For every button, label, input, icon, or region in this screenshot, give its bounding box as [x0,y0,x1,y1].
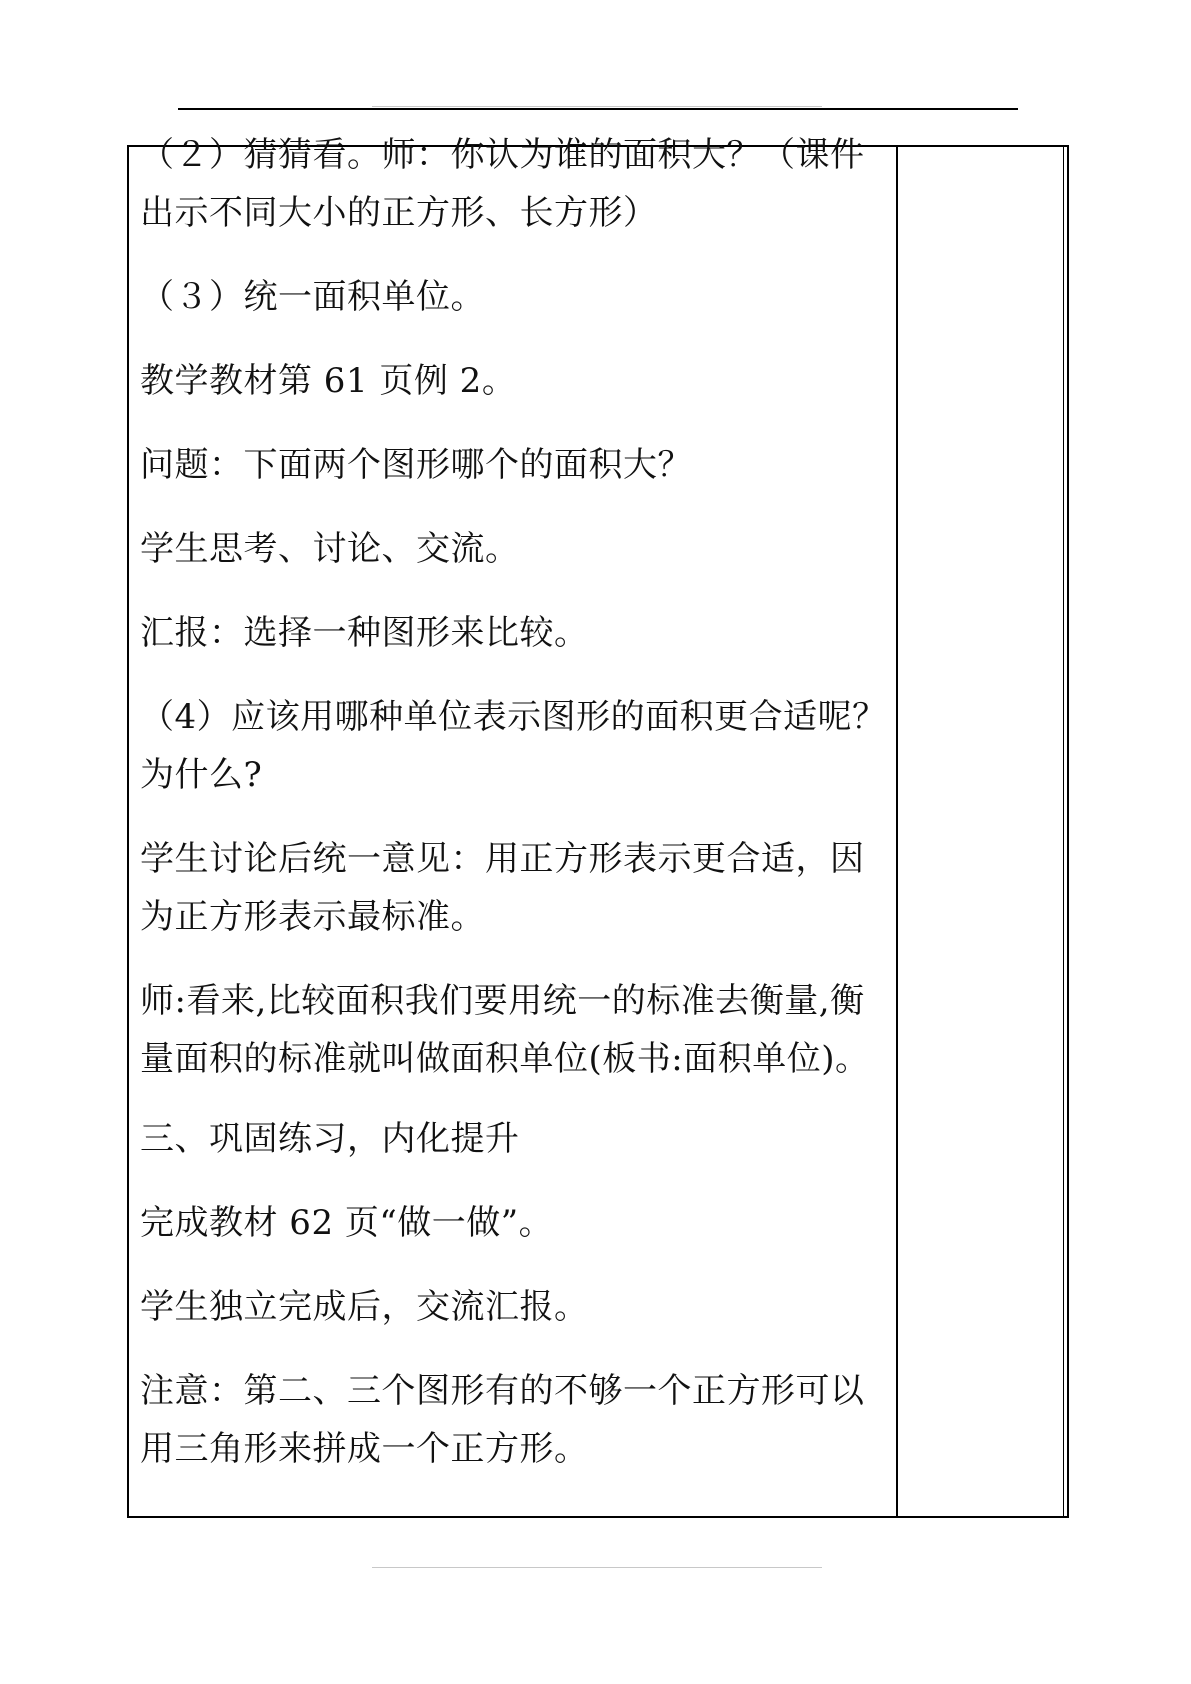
paragraph-exercise: 完成教材 62 页“做一做”。 [140,1203,554,1243]
header-light-rule [372,106,822,107]
paragraph-question: 问题：下面两个图形哪个的面积大？ [140,445,692,485]
paragraph-teacher-summary: 师:看来,比较面积我们要用统一的标准去衡量,衡量面积的标准就叫做面积单位(板书:面积单位)。 [140,981,870,1079]
paragraph-which-unit: （4）应该用哪种单位表示图形的面积更合适呢？为什么? [140,697,887,795]
paragraph-section-heading: 三、巩固练习，内化提升 [140,1119,520,1159]
footer-light-rule [372,1567,822,1568]
paragraph-discussion: 学生思考、讨论、交流。 [140,529,520,569]
table-right-inner-border [1063,145,1064,1518]
notes-cell [898,147,1062,1516]
paragraph-textbook-example: 教学教材第 61 页例 2。 [140,361,517,401]
paragraph-guess: （２）猜猜看。师：你认为谁的面积大？（课件出示不同大小的正方形、长方形） [140,135,865,233]
paragraph-note: 注意：第二、三个图形有的不够一个正方形可以用三角形来拼成一个正方形。 [140,1371,865,1469]
lesson-content [140,126,890,1504]
paragraph-unify-unit: （３）统一面积单位。 [140,277,485,317]
table-right-outer-border [1067,145,1069,1518]
header-rule [178,108,1018,110]
paragraph-consensus: 学生讨论后统一意见：用正方形表示更合适，因为正方形表示最标准。 [140,839,865,937]
paragraph-report: 汇报：选择一种图形来比较。 [140,613,589,653]
paragraph-independent-work: 学生独立完成后，交流汇报。 [140,1287,589,1327]
